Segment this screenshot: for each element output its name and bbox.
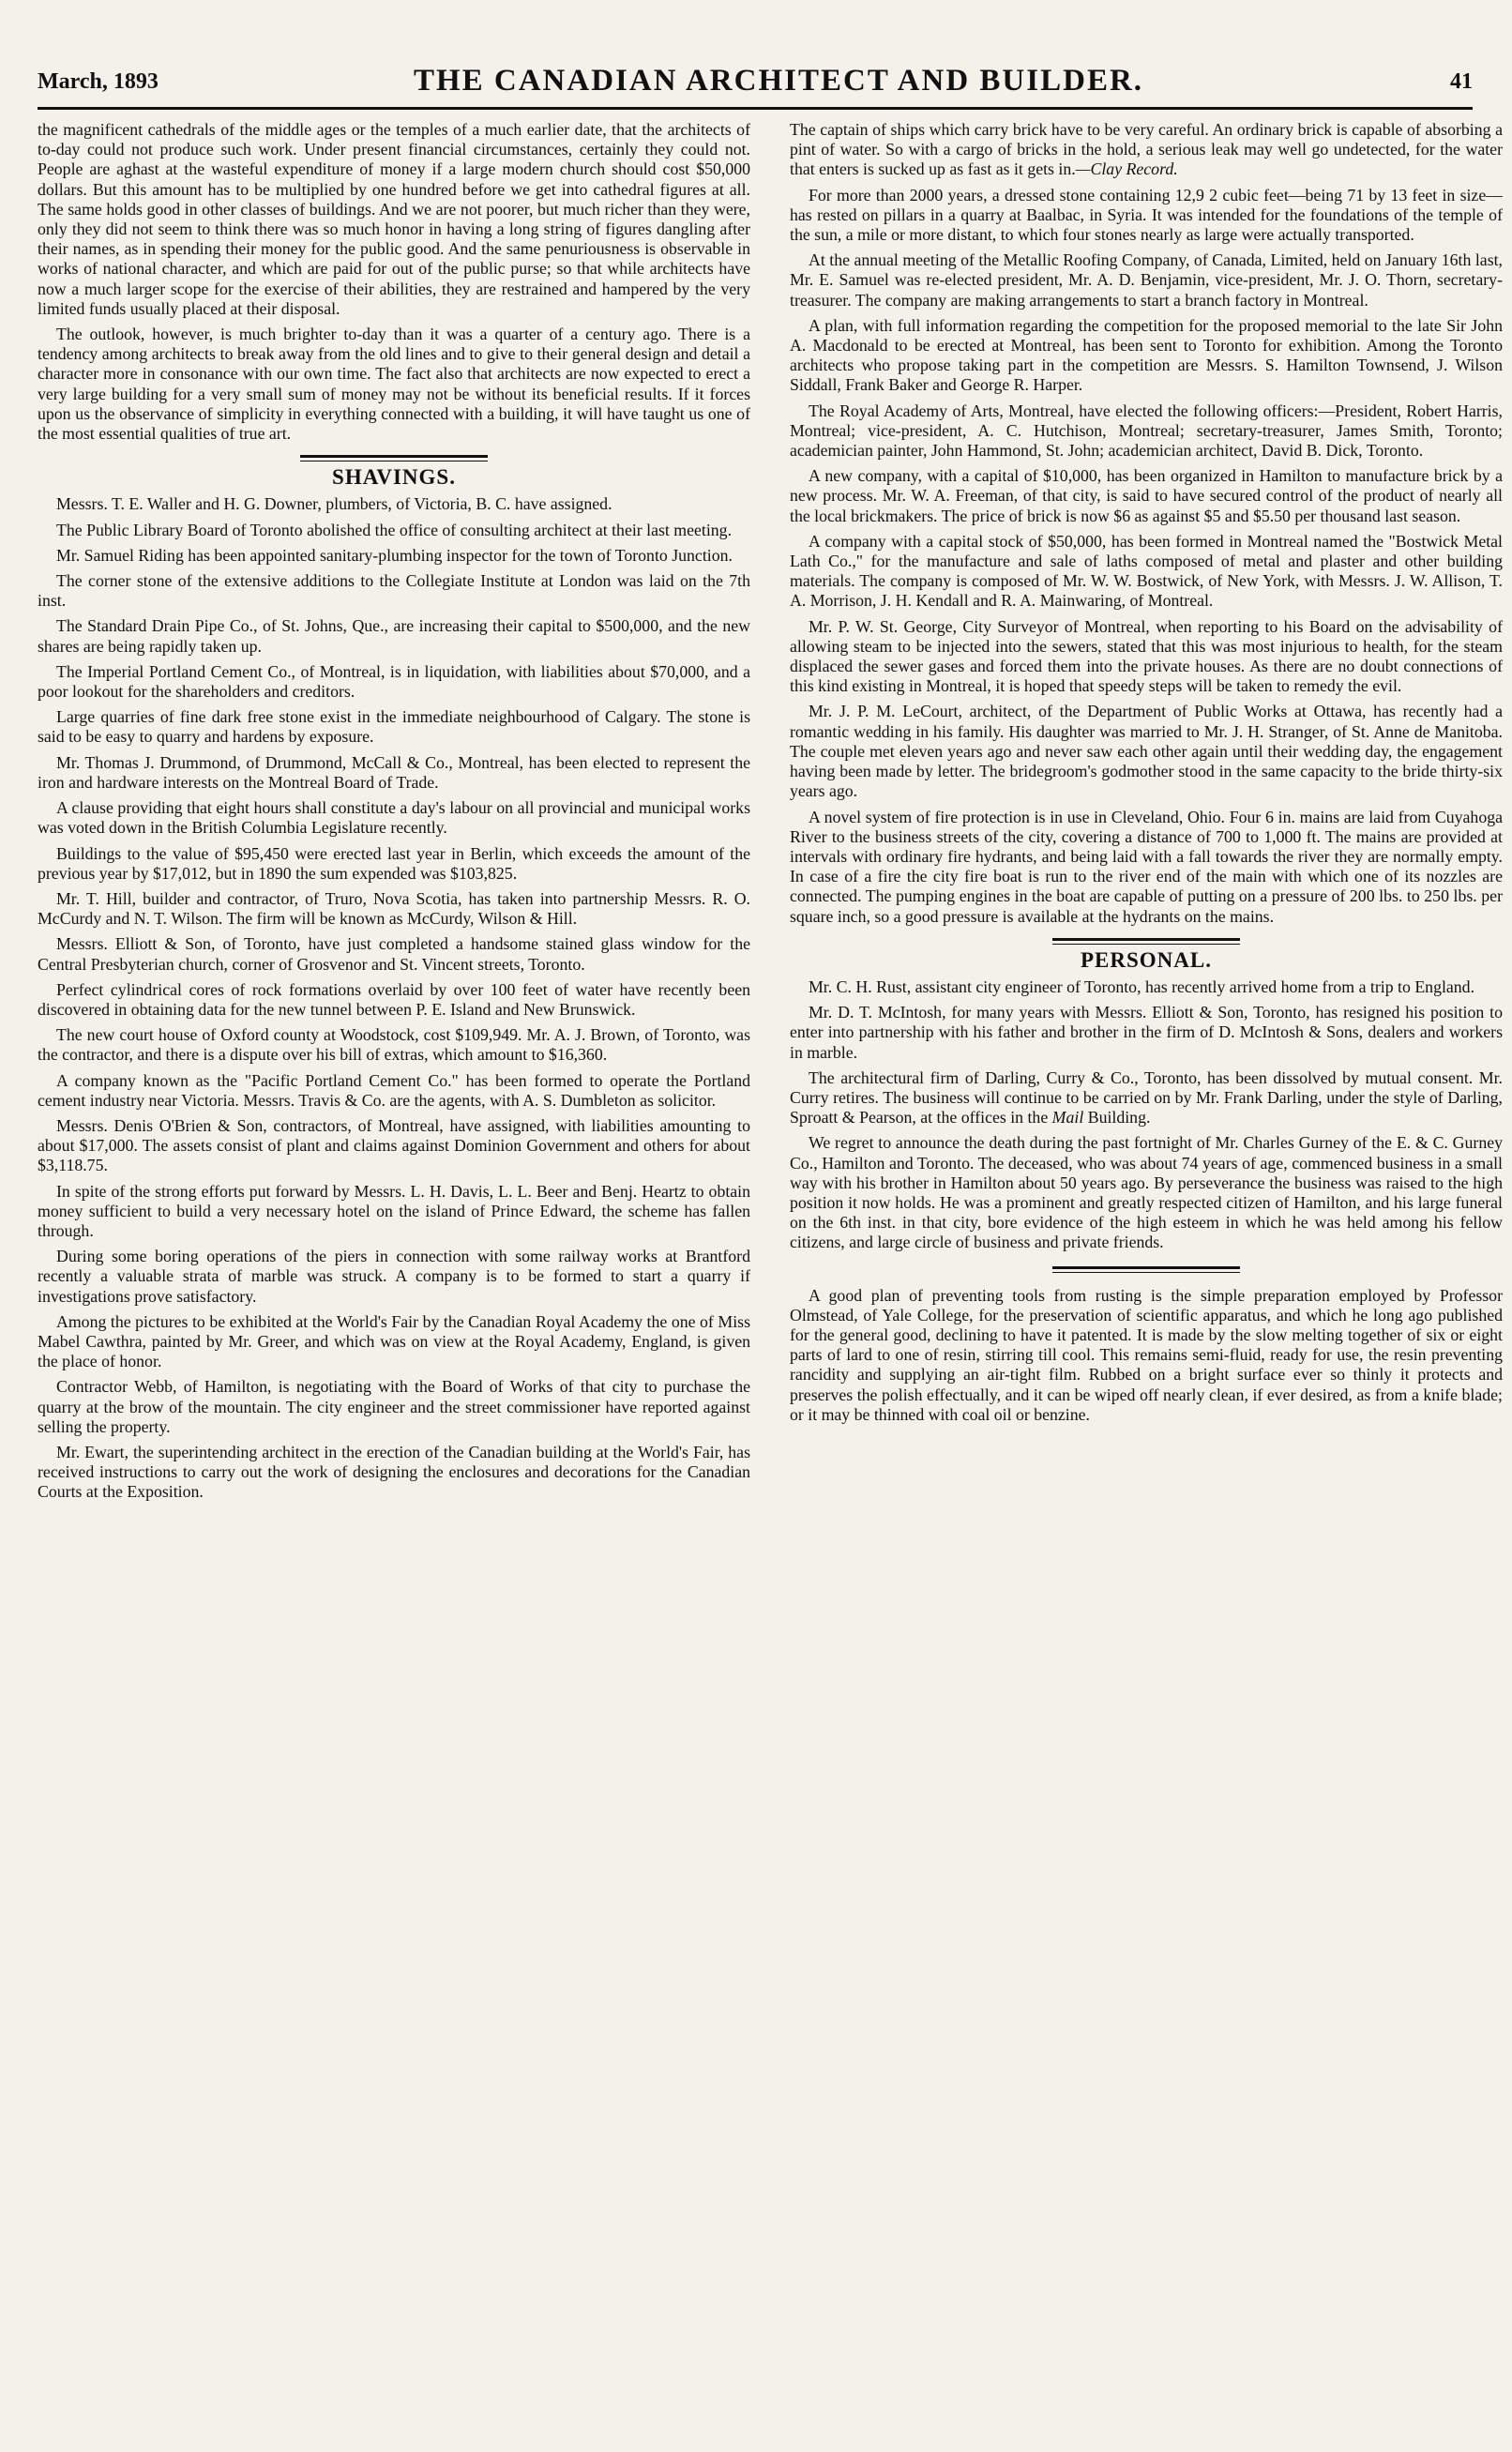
page-number: 41 xyxy=(1450,69,1473,94)
personal-text: Building. xyxy=(1087,1108,1151,1128)
right-column xyxy=(790,120,1503,2409)
news-item: A new company, with a capital of $10,000, has been organized in Hamilton to manufacture brick by a new process. Mr. W. A. Freeman, of that city, is said to have secured control of the product of nearly all the local brickmakers. The price of brick is now $6 as against $5 and $5.50 per thousand last season. xyxy=(790,466,1503,525)
personal-item: We regret to announce the death during the past fortnight of Mr. Charles Gurney of the E. & C. Gurney Co., Hamilton and Toronto. The deceased, who was about 74 years of age, commenced business in a small way with his brother in Hamilton about 50 years ago. By perseverance the business was raised to the high position it now holds. He was a prominent and greatly respected citizen of Hamilton, and his large funeral on the 6th inst. in that city, bore evidence of the high esteem in which he was held among his fellow citizens, and large circle of business and private friends. xyxy=(790,1133,1503,1252)
shavings-item: During some boring operations of the piers in connection with some railway works at Brantford recently a valuable strata of marble was struck. A company is to be formed to start a quarry if investigations prove satisfactory. xyxy=(38,1247,750,1306)
shavings-item: Large quarries of fine dark free stone exist in the immediate neighbourhood of Calgary. The stone is said to be easy to quarry and hardens by exposure. xyxy=(38,707,750,747)
shavings-item: Messrs. Denis O'Brien & Son, contractors, of Montreal, have assigned, with liabilities amounting to about $17,000. The assets consist of plant and claims against Dominion Government and others for about $3,118.75. xyxy=(38,1115,750,1175)
shavings-item: Mr. Samuel Riding has been appointed sanitary-plumbing inspector for the town of Toronto Junction. xyxy=(56,545,733,565)
shavings-heading-block xyxy=(38,455,750,490)
shavings-item: Contractor Webb, of Hamilton, is negotiating with the Board of Works of that city to purchase the quarry at the brow of the mountain. The city engineer and the street commissioner have reported against selling the property. xyxy=(38,1377,750,1436)
shavings-item: Among the pictures to be exhibited at the World's Fair by the Canadian Royal Academy the one of Miss Mabel Cawthra, painted by Mr. Greer, and which was on view at the Royal Academy, England, is given the place of honor. xyxy=(38,1311,750,1371)
issue-date: March, 1893 xyxy=(38,69,159,94)
news-item: Mr. P. W. St. George, City Surveyor of Montreal, when reporting to his Board on the advisability of allowing steam to be injected into the sewers, stated that this was most injurious to health, for the steam displaced the sewer gases and forced them into the private houses. As there are no doubt connections of this kind existing in Montreal, it is hoped that speedy steps will be taken to remedy the evil. xyxy=(790,616,1503,696)
shavings-item: The Public Library Board of Toronto abolished the office of consulting architect at their last meeting. xyxy=(56,520,733,539)
shavings-item: Buildings to the value of $95,450 were erected last year in Berlin, which exceeds the amount of the previous year by $17,012, but in 1890 the sum expended was $103,825. xyxy=(38,843,750,883)
news-item: A plan, with full information regarding the competition for the proposed memorial to the late Sir John A. Macdonald to be erected at Montreal, has been sent to Toronto for exhibition. Among the Toronto architects who propose taking part in the competition are Messrs. S. Hamilton Townsend, J. Wilson Siddall, Frank Baker and George R. Harper. xyxy=(790,315,1503,395)
personal-item: Mr. D. T. McIntosh, for many years with Messrs. Elliott & Son, Toronto, has resigned his position to enter into partnership with his father and brother in the firm of D. McIntosh & Sons, dealers and workers in marble. xyxy=(790,1003,1503,1062)
brick-source: —Clay Record. xyxy=(1075,159,1178,179)
intro-paragraph: The outlook, however, is much brighter to-day than it was a quarter of a century ago. There is a tendency among architects to break away from the old lines and to give to their general design and detail a character more in consonance with our own time. The fact also that architects are now expected to erect a very large building for a very small sum of money may not be without its beneficial results. If it forces upon us the observance of simplicity in everything connected with a building, it will have taught us one of the most essential qualities of true art. xyxy=(38,325,750,444)
mail-italic: Mail xyxy=(1051,1108,1084,1128)
masthead xyxy=(38,64,1473,110)
shavings-item: Mr. Thomas J. Drummond, of Drummond, McCall & Co., Montreal, has been elected to represent the iron and hardware interests on the Montreal Board of Trade. xyxy=(38,752,750,792)
heading-rule xyxy=(300,455,488,462)
news-item: A company with a capital stock of $50,000, has been formed in Montreal named the "Bostwick Metal Lath Co.," for the manufacture and sale of laths composed of metal and plaster and other building materials. The company is composed of Mr. W. W. Bostwick, of New York, with Messrs. J. W. Allison, T. A. Morrison, J. H. Kendall and R. A. Mainwaring, of Montreal. xyxy=(790,531,1503,611)
shavings-item: Mr. Ewart, the superintending architect in the erection of the Canadian building at the World's Fair, has received instructions to carry out the work of designing the enclosures and decorations for the Canadian Courts at the Exposition. xyxy=(38,1442,750,1502)
left-column xyxy=(38,120,750,2409)
news-item: A novel system of fire protection is in use in Cleveland, Ohio. Four 6 in. mains are laid from Cuyahoga River to the business streets of the city, covering a distance of 700 to 1,000 ft. The mains are provided at intervals with ordinary fire hydrants, and being laid with a fall towards the river they are normally empty. In case of a fire the city fire boat is run to the river end of the main with which one of its nozzles are connected. The pumping engines in the boat are capable of putting on a pressure of 200 lbs. to 250 lbs. per square inch, so a good pressure is available at the hydrants on the mains. xyxy=(790,807,1503,926)
shavings-item: In spite of the strong efforts put forward by Messrs. L. H. Davis, L. L. Beer and Benj. Heartz to obtain money sufficient to build a very necessary hotel on the island of Prince Edward, the scheme has fallen through. xyxy=(38,1181,750,1240)
news-item: At the annual meeting of the Metallic Roofing Company, of Canada, Limited, held on January 16th last, Mr. E. Samuel was re-elected president, Mr. A. D. Benjamin, vice-president, Mr. J. O. Thorn, secretary-treasurer. The company are making arrangements to start a branch factory in Montreal. xyxy=(790,250,1503,310)
shavings-item: Messrs. Elliott & Son, of Toronto, have just completed a handsome stained glass window for the Central Presbyterian church, corner of Grosvenor and St. Vincent streets, Toronto. xyxy=(38,934,750,974)
intro-paragraph: the magnificent cathedrals of the middle ages or the temples of a much earlier date, that the architects of to-day could not produce such work. Under present financial circumstances, certainly they could not. People are aghast at the wasteful expenditure of money if a large modern church should cost $50,000 dollars. But this amount has to be multiplied by one hundred before we get into cathedral figures at all. The same holds good in other classes of buildings. And we are not poorer, but much richer than they were, only they did not seem to think there was so much honor in having a long string of figures dangling after their names, as in spending their money for the public good. And the same penuriousness is observable in works of national character, and which are paid for out of the public purse; so that while architects have now a much larger scope for the exercise of their abilities, they are restrained and hampered by the very limited funds usually placed at their disposal. xyxy=(38,120,750,318)
personal-heading-block xyxy=(790,938,1503,970)
personal-heading: PERSONAL. xyxy=(1081,947,1212,972)
section-rule xyxy=(1052,1266,1240,1273)
personal-text: The architectural firm of Darling, Curry & Co., Toronto, has been dissolved by mutual consent. Mr. Curry retires. The business will continue to be carried on by Mr. Frank Darling, under the style of Darling, Sproatt & Pearson, at the offices in the xyxy=(790,1067,1503,1128)
shavings-item: A clause providing that eight hours shall constitute a day's labour on all provincial and municipal works was voted down in the British Columbia Legislature recently. xyxy=(38,798,750,838)
shavings-item: The new court house of Oxford county at Woodstock, cost $109,949. Mr. A. J. Brown, of Toronto, was the contractor, and there is a dispute over his bill of extras, which amount to $16,360. xyxy=(38,1025,750,1065)
publication-title: THE CANADIAN ARCHITECT AND BUILDER. xyxy=(413,64,1144,98)
shavings-item: Perfect cylindrical cores of rock formations overlaid by over 100 feet of water have recently been discovered in obtaining data for the new tunnel between P. E. Island and New Brunswick. xyxy=(38,979,750,1019)
shavings-item: The Imperial Portland Cement Co., of Montreal, is in liquidation, with liabilities about $70,000, and a poor lookout for the shareholders and creditors. xyxy=(38,661,750,702)
shavings-item: A company known as the "Pacific Portland Cement Co." has been formed to operate the Portland cement industry near Victoria. Messrs. Travis & Co. are the agents, with A. S. Dumbleton as solicitor. xyxy=(38,1070,750,1110)
heading-rule xyxy=(1052,938,1240,945)
shavings-heading: SHAVINGS. xyxy=(332,465,456,490)
news-item: The Royal Academy of Arts, Montreal, have elected the following officers:—President, Robert Harris, Montreal; vice-president, A. C. Hutchison, Montreal; secretary-treasurer, James Smith, Toronto; academician painter, John Hammond, St. John; academician architect, David B. Dick, Toronto. xyxy=(790,401,1503,461)
personal-item xyxy=(790,1068,1503,1128)
shavings-item: The Standard Drain Pipe Co., of St. Johns, Que., are increasing their capital to $500,000, and the new shares are being rapidly taken up. xyxy=(38,616,750,656)
news-item: Mr. J. P. M. LeCourt, architect, of the Department of Public Works at Ottawa, has recently had a romantic wedding in his family. His daughter was married to Mr. J. H. Stranger, of St. Anne de Manitoba. The couple met eleven years ago and never saw each other again until their wedding day, the engagement having been made by letter. The bridegroom's godmother stood in the same capacity to the bride thirty-six years ago. xyxy=(790,702,1503,801)
shavings-item: Mr. T. Hill, builder and contractor, of Truro, Nova Scotia, has taken into partnership Messrs. R. O. McCurdy and N. T. Wilson. The firm will be known as McCurdy, Wilson & Hill. xyxy=(38,888,750,929)
shavings-item: Messrs. T. E. Waller and H. G. Downer, plumbers, of Victoria, B. C. have assigned. xyxy=(56,494,612,514)
brick-text: The captain of ships which carry brick have to be very careful. An ordinary brick is capable of absorbing a pint of water. So with a cargo of bricks in the hold, a serious leak may well go undetected, for the water that enters is sucked up as fast as it gets in. xyxy=(790,120,1503,179)
news-item: For more than 2000 years, a dressed stone containing 12,9 2 cubic feet—being 71 by 13 feet in size—has rested on pillars in a quarry at Baalbac, in Syria. It was intended for the foundations of the temple of the sun, a mile or more distant, to which four stones nearly as large were actually transported. xyxy=(790,185,1503,245)
shavings-item: The corner stone of the extensive additions to the Collegiate Institute at London was laid on the 7th inst. xyxy=(38,571,750,611)
personal-item: Mr. C. H. Rust, assistant city engineer of Toronto, has recently arrived home from a trip to England. xyxy=(809,976,1475,996)
brick-paragraph xyxy=(790,120,1503,180)
tools-paragraph: A good plan of preventing tools from rusting is the simple preparation employed by Professor Olmstead, of Yale College, for the preservation of scientific apparatus, and which he long ago published for the general good, declining to have it patented. It is made by the slow melting together of six or eight parts of lard to one of resin, stirring till cool. This remains semi-fluid, ready for use, the resin preventing rancidity and supplying an air-tight film. Rubbed on a bright surface ever so thinly it protects and preserves the polish effectually, and it can be wiped off nearly clean, if ever desired, as from a knife blade; or it may be thinned with coal oil or benzine. xyxy=(790,1285,1503,1424)
